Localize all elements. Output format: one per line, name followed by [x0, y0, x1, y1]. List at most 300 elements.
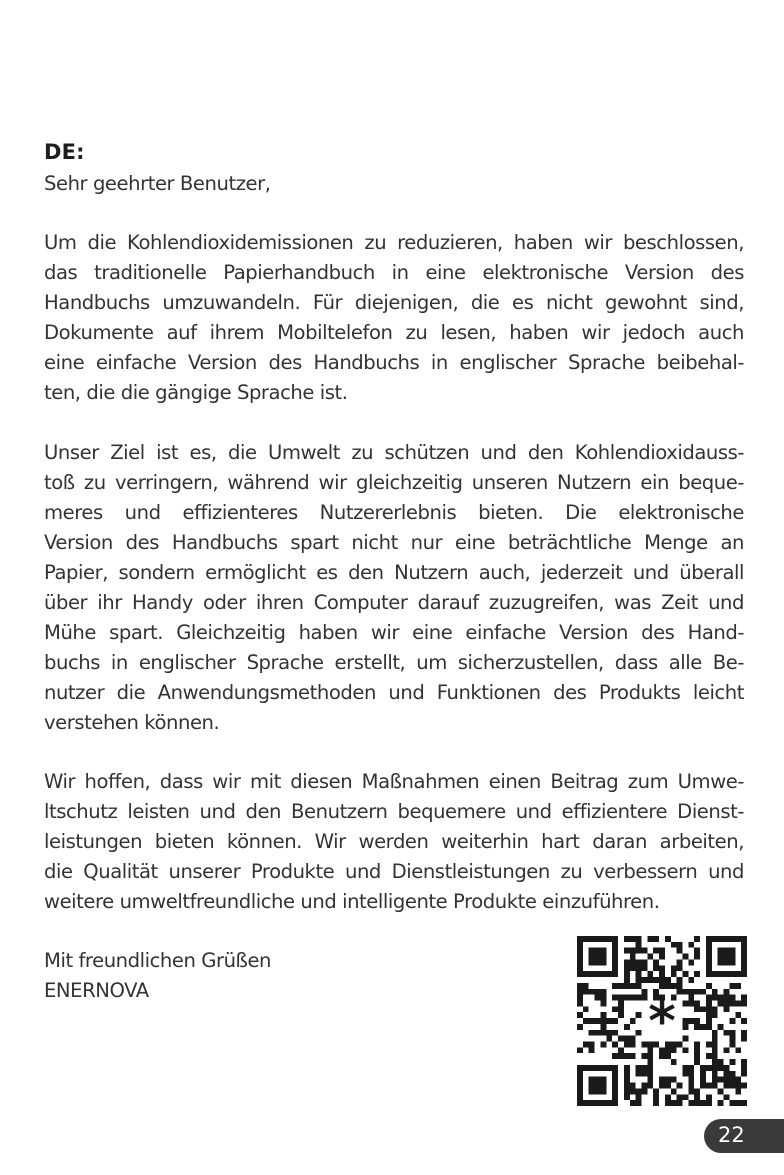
qr-module — [589, 1018, 595, 1024]
qr-module — [718, 1065, 724, 1071]
qr-module — [595, 989, 601, 995]
qr-module — [706, 1065, 712, 1071]
qr-module — [729, 1100, 735, 1106]
qr-module — [577, 983, 583, 989]
qr-module — [671, 1100, 677, 1106]
qr-module — [624, 1042, 630, 1048]
qr-module — [729, 1000, 735, 1006]
qr-module — [653, 936, 659, 942]
qr-module — [741, 1100, 747, 1106]
qr-module — [694, 1024, 700, 1030]
qr-module — [694, 989, 700, 995]
qr-module — [665, 977, 671, 983]
qr-module — [700, 1071, 706, 1077]
qr-module — [583, 1042, 589, 1048]
paragraph-3 — [44, 767, 744, 917]
qr-module — [641, 959, 647, 965]
qr-module — [641, 1053, 647, 1059]
qr-module — [600, 995, 606, 1001]
qr-module — [724, 1030, 730, 1036]
qr-module — [694, 1006, 700, 1012]
qr-module — [677, 1100, 683, 1106]
qr-module — [688, 1100, 694, 1106]
qr-module — [700, 1006, 706, 1012]
paragraph-line: das traditionelle Papierhandbuch in eine elektronische Version des — [44, 261, 744, 284]
qr-module — [729, 1030, 735, 1036]
closing-phrase: Mit freundlichen Grüßen — [44, 949, 272, 972]
qr-module — [706, 1083, 712, 1089]
qr-module — [671, 942, 677, 948]
qr-module — [706, 1018, 712, 1024]
qr-module — [724, 1047, 730, 1053]
qr-module — [659, 1083, 665, 1089]
qr-module — [724, 1071, 730, 1077]
qr-module — [694, 1094, 700, 1100]
qr-module — [624, 1088, 630, 1094]
qr-module — [671, 1077, 677, 1083]
qr-module — [694, 948, 700, 954]
qr-module — [735, 1088, 741, 1094]
qr-module — [712, 1053, 718, 1059]
qr-module — [688, 1083, 694, 1089]
qr-module — [688, 1088, 694, 1094]
qr-module — [624, 983, 630, 989]
qr-module — [718, 1024, 724, 1030]
qr-module — [636, 942, 642, 948]
qr-module — [624, 948, 630, 954]
qr-module — [706, 1100, 712, 1106]
paragraph-line: ten, die die gängige Sprache ist. — [44, 381, 348, 404]
qr-module — [718, 1088, 724, 1094]
paragraph-line: Version des Handbuchs spart nicht nur eine beträchtliche Menge an — [44, 531, 744, 554]
qr-module — [600, 1024, 606, 1030]
greeting-text: Sehr geehrter Benutzer, — [44, 172, 271, 195]
qr-module — [724, 995, 730, 1001]
qr-module — [624, 936, 630, 942]
qr-module — [624, 1065, 630, 1071]
qr-module — [624, 995, 630, 1001]
qr-module — [712, 1006, 718, 1012]
paragraph-line: buchs in englischer Sprache erstellt, um sicherzustellen, dass alle Be- — [44, 651, 744, 674]
qr-module — [636, 1012, 642, 1018]
qr-module — [729, 1059, 735, 1065]
qr-module — [624, 971, 630, 977]
qr-module — [618, 1036, 624, 1042]
qr-module — [735, 1100, 741, 1106]
qr-module — [630, 995, 636, 1001]
qr-module — [612, 1042, 618, 1048]
qr-module — [665, 1083, 671, 1089]
qr-module — [688, 995, 694, 1001]
qr-module — [706, 1006, 712, 1012]
qr-module — [741, 1071, 747, 1077]
qr-module — [712, 1083, 718, 1089]
qr-module — [636, 1094, 642, 1100]
qr-module — [688, 1000, 694, 1006]
qr-module — [718, 1000, 724, 1006]
qr-module — [630, 1053, 636, 1059]
qr-module — [735, 1077, 741, 1083]
qr-module — [724, 989, 730, 995]
qr-module — [600, 1042, 606, 1048]
qr-module — [641, 948, 647, 954]
qr-module — [735, 1047, 741, 1053]
qr-module — [583, 1018, 589, 1024]
qr-module — [741, 1000, 747, 1006]
qr-module — [712, 1036, 718, 1042]
qr-module — [606, 1030, 612, 1036]
qr-module — [712, 1065, 718, 1071]
paragraph-2 — [44, 438, 744, 738]
qr-module — [729, 1018, 735, 1024]
qr-module — [677, 989, 683, 995]
qr-module — [677, 983, 683, 989]
qr-module — [688, 942, 694, 948]
qr-module — [659, 971, 665, 977]
qr-module — [618, 1000, 624, 1006]
qr-module — [595, 1030, 601, 1036]
qr-module — [636, 1088, 642, 1094]
qr-module — [647, 954, 653, 960]
qr-module — [712, 1059, 718, 1065]
qr-module — [688, 977, 694, 983]
paragraph-line: Dokumente auf ihrem Mobiltelefon zu lesen, haben wir jedoch auch — [44, 321, 744, 344]
qr-module — [718, 1100, 724, 1106]
paragraph-line: toß zu verringern, während wir gleichzeitig unseren Nutzern ein beque- — [44, 471, 744, 494]
qr-module — [641, 977, 647, 983]
qr-module — [677, 1094, 683, 1100]
qr-module — [618, 1053, 624, 1059]
qr-module — [694, 1018, 700, 1024]
qr-module — [618, 1012, 624, 1018]
qr-module — [641, 1083, 647, 1089]
qr-module — [595, 1018, 601, 1024]
qr-module — [683, 1024, 689, 1030]
qr-module — [665, 1077, 671, 1083]
qr-module — [706, 1094, 712, 1100]
qr-module — [677, 959, 683, 965]
qr-module — [688, 1071, 694, 1077]
qr-module — [647, 1053, 653, 1059]
qr-module — [729, 1071, 735, 1077]
qr-module — [641, 965, 647, 971]
qr-module — [630, 1042, 636, 1048]
qr-module — [577, 1012, 583, 1018]
qr-module — [600, 989, 606, 995]
qr-module — [700, 1024, 706, 1030]
qr-module — [677, 1083, 683, 1089]
qr-module — [700, 1083, 706, 1089]
qr-module — [724, 1006, 730, 1012]
paragraph-line: Unser Ziel ist es, die Umwelt zu schützen und den Kohlendioxidauss- — [44, 441, 744, 464]
qr-module — [712, 995, 718, 1001]
qr-module — [694, 1000, 700, 1006]
paragraph-line: eine einfache Version des Handbuchs in englischer Sprache beibehal- — [44, 351, 744, 374]
qr-module — [600, 1030, 606, 1036]
qr-module — [694, 1059, 700, 1065]
qr-module — [741, 1083, 747, 1089]
paragraph-line: Wir hoffen, dass wir mit diesen Maßnahmen einen Beitrag zum Umwe- — [44, 770, 744, 793]
qr-module — [683, 1018, 689, 1024]
qr-module — [700, 989, 706, 995]
qr-module — [606, 1018, 612, 1024]
qr-module — [677, 977, 683, 983]
qr-module — [659, 954, 665, 960]
qr-module — [712, 989, 718, 995]
paragraph-line: Um die Kohlendioxidemissionen zu reduzieren, haben wir beschlossen, — [44, 231, 744, 254]
qr-module — [683, 1047, 689, 1053]
qr-module — [735, 1012, 741, 1018]
qr-module — [718, 1059, 724, 1065]
qr-module — [583, 983, 589, 989]
qr-module — [636, 995, 642, 1001]
qr-module — [624, 1094, 630, 1100]
qr-module — [741, 995, 747, 1001]
qr-module — [630, 1088, 636, 1094]
qr-code-icon[interactable] — [577, 936, 747, 1106]
qr-module — [706, 983, 712, 989]
qr-module — [665, 1094, 671, 1100]
language-tag: DE: — [44, 140, 85, 164]
qr-module — [636, 965, 642, 971]
qr-module — [618, 1047, 624, 1053]
qr-module — [706, 1042, 712, 1048]
qr-module — [683, 954, 689, 960]
qr-module — [641, 1065, 647, 1071]
qr-module — [677, 965, 683, 971]
qr-module — [630, 1100, 636, 1106]
qr-module — [624, 1077, 630, 1083]
paragraph-line: meres und effizienteres Nutzererlebnis bieten. Die elektronische — [44, 501, 744, 524]
qr-module — [659, 948, 665, 954]
qr-module — [612, 983, 618, 989]
qr-module — [647, 1059, 653, 1065]
qr-module — [583, 1006, 589, 1012]
qr-module — [653, 959, 659, 965]
qr-module — [724, 1077, 730, 1083]
qr-module — [641, 1071, 647, 1077]
qr-module — [688, 989, 694, 995]
qr-module — [624, 959, 630, 965]
qr-module — [694, 1053, 700, 1059]
qr-module — [653, 965, 659, 971]
qr-module — [677, 1042, 683, 1048]
qr-module — [712, 1071, 718, 1077]
qr-module — [624, 1053, 630, 1059]
qr-module — [694, 936, 700, 942]
qr-module — [694, 1042, 700, 1048]
qr-module — [636, 1100, 642, 1106]
qr-module — [630, 965, 636, 971]
qr-module — [694, 971, 700, 977]
qr-module — [653, 1100, 659, 1106]
qr-module — [729, 1036, 735, 1042]
qr-module — [612, 1018, 618, 1024]
qr-module — [665, 1053, 671, 1059]
qr-module — [653, 1088, 659, 1094]
qr-module — [688, 1077, 694, 1083]
qr-module — [724, 1083, 730, 1089]
paragraph-line: weitere umweltfreundliche und intelligente Produkte einzuführen. — [44, 890, 660, 913]
qr-module — [683, 1036, 689, 1042]
qr-module — [577, 1047, 583, 1053]
company-name: ENERNOVA — [44, 979, 149, 1002]
qr-module — [636, 1065, 642, 1071]
qr-module — [636, 959, 642, 965]
qr-module — [636, 936, 642, 942]
qr-module — [636, 971, 642, 977]
qr-module — [647, 1065, 653, 1071]
qr-module — [636, 1071, 642, 1077]
qr-module — [688, 1018, 694, 1024]
qr-module — [665, 1100, 671, 1106]
qr-module — [741, 1065, 747, 1071]
qr-module — [729, 1042, 735, 1048]
greeting — [44, 169, 744, 199]
qr-module — [700, 1077, 706, 1083]
qr-module — [735, 1000, 741, 1006]
qr-module — [647, 971, 653, 977]
paragraph-line: die Qualität unserer Produkte und Dienstleistungen zu verbessern und — [44, 860, 744, 883]
qr-module — [577, 1024, 583, 1030]
qr-module — [712, 1077, 718, 1083]
paragraph-line: Handbuchs umzuwandeln. Für diejenigen, die es nicht gewohnt sind, — [44, 291, 744, 314]
qr-module — [659, 977, 665, 983]
qr-module — [589, 989, 595, 995]
qr-module — [700, 1100, 706, 1106]
qr-module — [641, 989, 647, 995]
qr-module — [630, 954, 636, 960]
qr-module — [641, 1042, 647, 1048]
qr-module — [636, 1030, 642, 1036]
qr-module — [724, 1065, 730, 1071]
qr-module — [741, 1059, 747, 1065]
qr-module — [665, 936, 671, 942]
qr-module — [653, 1094, 659, 1100]
qr-module — [671, 1088, 677, 1094]
qr-module — [630, 959, 636, 965]
qr-module — [659, 1053, 665, 1059]
qr-module — [641, 1088, 647, 1094]
page-number-badge — [704, 1119, 784, 1153]
qr-module — [741, 1030, 747, 1036]
paragraph-line: ltschutz leisten und den Benutzern bequemere und effizientere Dienst- — [44, 800, 744, 823]
qr-module — [665, 983, 671, 989]
page-number: 22 — [718, 1123, 745, 1147]
qr-module — [624, 965, 630, 971]
qr-module — [618, 983, 624, 989]
qr-module — [612, 1053, 618, 1059]
qr-module — [618, 995, 624, 1001]
qr-module — [636, 948, 642, 954]
qr-module — [630, 1018, 636, 1024]
qr-module — [706, 995, 712, 1001]
qr-module — [624, 1036, 630, 1042]
qr-module — [729, 995, 735, 1001]
qr-module — [647, 1083, 653, 1089]
qr-module — [671, 983, 677, 989]
qr-module — [636, 977, 642, 983]
qr-module — [600, 1000, 606, 1006]
qr-module — [589, 1030, 595, 1036]
qr-module — [694, 1088, 700, 1094]
qr-module — [589, 1047, 595, 1053]
qr-module — [647, 936, 653, 942]
qr-module — [659, 965, 665, 971]
qr-module — [624, 1083, 630, 1089]
qr-module — [647, 1071, 653, 1077]
qr-module — [683, 1071, 689, 1077]
qr-module — [624, 1024, 630, 1030]
qr-module — [688, 1065, 694, 1071]
qr-module — [683, 1000, 689, 1006]
qr-module — [600, 1018, 606, 1024]
qr-module — [718, 995, 724, 1001]
qr-module — [683, 1094, 689, 1100]
qr-module — [729, 983, 735, 989]
qr-module — [671, 965, 677, 971]
qr-module — [630, 1036, 636, 1042]
qr-module — [706, 1012, 712, 1018]
qr-module — [577, 995, 583, 1001]
qr-module — [595, 995, 601, 1001]
qr-module — [630, 948, 636, 954]
qr-module — [677, 942, 683, 948]
paragraph-line: Mühe spart. Gleichzeitig haben wir eine einfache Version des Hand- — [44, 621, 744, 644]
qr-module — [606, 1036, 612, 1042]
qr-module — [618, 1006, 624, 1012]
qr-module — [612, 1006, 618, 1012]
qr-module — [706, 1053, 712, 1059]
qr-module — [600, 1012, 606, 1018]
qr-module — [630, 936, 636, 942]
qr-module — [577, 1000, 583, 1006]
qr-module — [718, 1077, 724, 1083]
qr-module — [647, 1077, 653, 1083]
qr-module — [653, 977, 659, 983]
qr-module — [636, 983, 642, 989]
qr-module — [683, 971, 689, 977]
qr-module — [641, 995, 647, 1001]
qr-module — [659, 1077, 665, 1083]
qr-module — [589, 1042, 595, 1048]
qr-module — [729, 1083, 735, 1089]
qr-module — [694, 1100, 700, 1106]
paragraph-line: Papier, sondern ermöglicht es den Nutzern auch, jederzeit und überall — [44, 561, 744, 584]
qr-module — [688, 959, 694, 965]
qr-module — [671, 971, 677, 977]
qr-center-symbol: * — [648, 991, 676, 1053]
qr-module — [706, 1000, 712, 1006]
qr-module — [700, 1065, 706, 1071]
qr-module — [677, 948, 683, 954]
qr-module — [741, 1036, 747, 1042]
qr-module — [724, 1094, 730, 1100]
qr-module — [724, 1000, 730, 1006]
paragraph-line: über ihr Handy oder ihren Computer darauf zuzugreifen, was Zeit und — [44, 591, 744, 614]
qr-module — [630, 983, 636, 989]
qr-module — [735, 983, 741, 989]
qr-module — [735, 1083, 741, 1089]
qr-module — [741, 1018, 747, 1024]
qr-module — [694, 1047, 700, 1053]
qr-module — [683, 1065, 689, 1071]
paragraph-line: leistungen bieten können. Wir werden weiterhin hart daran arbeiten, — [44, 830, 744, 853]
qr-module — [630, 1083, 636, 1089]
qr-module — [706, 1024, 712, 1030]
qr-module — [659, 983, 665, 989]
qr-module — [653, 948, 659, 954]
